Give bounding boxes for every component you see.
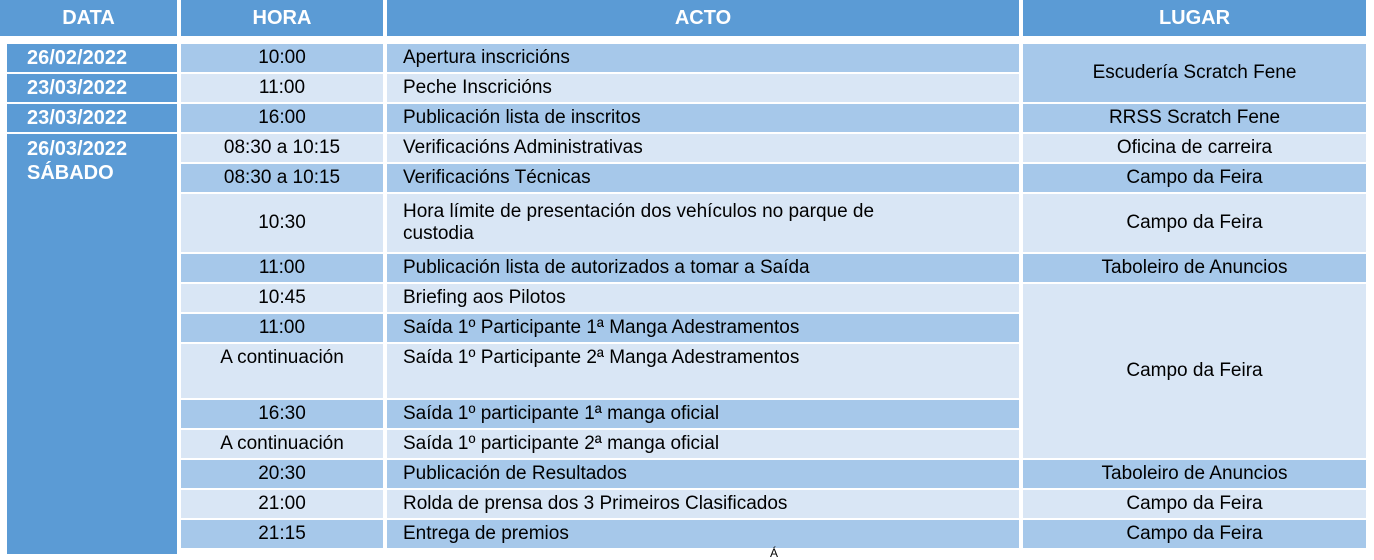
act-cell: Publicación de Resultados [387, 460, 1019, 488]
place-cell: Campo da Feira [1023, 490, 1366, 518]
act-cell: Saída 1º Participante 2ª Manga Adestramentos [387, 344, 1019, 398]
place-cell: Oficina de carreira [1023, 134, 1366, 162]
time-cell: A continuación [181, 344, 383, 398]
time-cell: 10:30 [181, 194, 383, 252]
time-cell: A continuación [181, 430, 383, 458]
act-cell-line: custodia [403, 223, 474, 244]
act-cell: Peche Inscricións [387, 74, 1019, 102]
date-cell-4-day: SÁBADO [27, 162, 114, 184]
date-cell-2: 23/03/2022 [7, 74, 177, 102]
time-cell: 11:00 [181, 314, 383, 342]
time-cell: 10:00 [181, 44, 383, 72]
place-cell: Taboleiro de Anuncios [1023, 254, 1366, 282]
place-cell: RRSS Scratch Fene [1023, 104, 1366, 132]
act-cell: Apertura inscricións [387, 44, 1019, 72]
act-cell: Saída 1º participante 2ª manga oficial [387, 430, 1019, 458]
act-cell: Publicación lista de autorizados a tomar a Saída [387, 254, 1019, 282]
place-cell: Campo da Feira [1023, 164, 1366, 192]
time-cell: 08:30 a 10:15 [181, 134, 383, 162]
act-cell: Publicación lista de inscritos [387, 104, 1019, 132]
header-time: HORA [181, 0, 383, 36]
place-cell: Campo da Feira [1023, 284, 1366, 458]
date-cell-4-date: 26/03/2022 [27, 138, 128, 160]
footer-caret: Á [770, 546, 779, 560]
time-cell: 21:15 [181, 520, 383, 548]
date-cell-4 [7, 134, 177, 554]
time-cell: 11:00 [181, 254, 383, 282]
act-cell: Entrega de premios [387, 520, 1019, 548]
act-cell: Saída 1º Participante 1ª Manga Adestramentos [387, 314, 1019, 342]
time-cell: 08:30 a 10:15 [181, 164, 383, 192]
date-cell-3: 23/03/2022 [7, 104, 177, 132]
place-cell: Taboleiro de Anuncios [1023, 460, 1366, 488]
place-cell: Campo da Feira [1023, 194, 1366, 252]
header-place: LUGAR [1023, 0, 1366, 36]
act-cell: Verificacións Administrativas [387, 134, 1019, 162]
time-cell: 20:30 [181, 460, 383, 488]
act-cell: Verificacións Técnicas [387, 164, 1019, 192]
act-cell [387, 194, 1019, 252]
place-cell: Escudería Scratch Fene [1023, 44, 1366, 102]
time-cell: 11:00 [181, 74, 383, 102]
header-act: ACTO [387, 0, 1019, 36]
time-cell: 10:45 [181, 284, 383, 312]
act-cell: Rolda de prensa dos 3 Primeiros Clasificados [387, 490, 1019, 518]
place-cell: Campo da Feira [1023, 520, 1366, 548]
act-cell: Saída 1º participante 1ª manga oficial [387, 400, 1019, 428]
time-cell: 16:30 [181, 400, 383, 428]
header-date: DATA [0, 0, 177, 36]
time-cell: 16:00 [181, 104, 383, 132]
date-cell-1: 26/02/2022 [7, 44, 177, 72]
act-cell-line: Hora límite de presentación dos vehículos no parque de [403, 201, 875, 222]
time-cell: 21:00 [181, 490, 383, 518]
act-cell: Briefing aos Pilotos [387, 284, 1019, 312]
